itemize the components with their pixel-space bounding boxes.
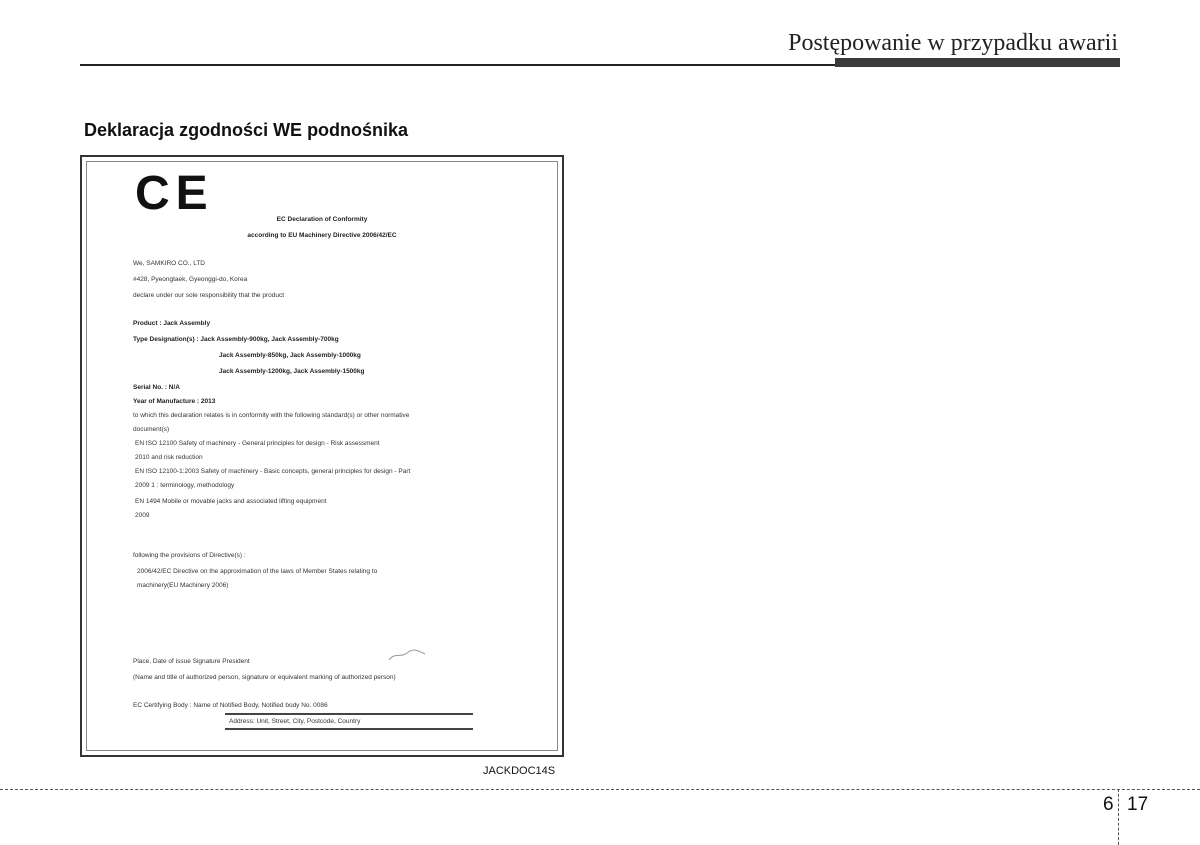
page-header-title: Postępowanie w przypadku awarii [788,30,1118,56]
doc-line: to which this declaration relates is in conformity with the following standard(s) or other normative [133,412,410,419]
ce-mark-logo: CE [135,167,214,220]
doc-line: 2006/42/EC Directive on the approximation of the laws of Member States relating to [137,568,378,575]
doc-line: 2009 [135,512,150,519]
doc-line: EC Certifying Body : Name of Notified Body, Notified body No. 0086 [133,702,328,709]
doc-line: EN ISO 12100 Safety of machinery - General principles for design - Risk assessment [135,440,380,447]
doc-line: Year of Manufacture : 2013 [133,398,216,405]
doc-title-line1: EC Declaration of Conformity [276,216,368,223]
doc-line: EN ISO 12100-1:2003 Safety of machinery - Basic concepts, general principles for design - Part [135,468,411,475]
doc-line: Product : Jack Assembly [133,320,211,327]
doc-line: Jack Assembly-1200kg, Jack Assembly-1500kg [219,368,365,375]
doc-line: (Name and title of authorized person, signature or equivalent marking of authorized person) [133,674,396,681]
doc-line: following the provisions of Directive(s) : [133,552,246,559]
doc-line: Place, Date of issue Signature President [133,658,250,665]
doc-line: Serial No. : N/A [133,384,180,391]
section-heading: Deklaracja zgodności WE podnośnika [84,120,409,140]
footer-dashed-line [0,789,1200,790]
doc-line: #428, Pyeongtaek, Gyeonggi-do, Korea [133,276,248,283]
page-number: 17 [1127,794,1149,815]
doc-line: document(s) [133,426,170,433]
doc-line: Jack Assembly-850kg, Jack Assembly-1000kg [219,352,361,359]
figure-caption: JACKDOC14S [483,765,556,777]
doc-line: 2010 and risk reduction [135,454,203,461]
chapter-number: 6 [1103,794,1114,815]
doc-line: Address: Unit, Street, City, Postcode, Country [229,718,361,725]
doc-title-line2: according to EU Machinery Directive 2006/42/EC [247,232,397,239]
header-accent-bar [835,58,1120,67]
doc-line: machinery(EU Machinery 2006) [137,582,229,589]
footer-dashed-divider [1118,789,1119,845]
certifying-body-rule [225,713,473,715]
doc-line: declare under our sole responsibility that the product [133,292,285,299]
signature-scribble [387,648,427,662]
doc-line: Type Designation(s) : Jack Assembly-900kg, Jack Assembly-700kg [133,336,339,343]
doc-line: 2009 1 : terminology, methodology [135,482,235,489]
doc-line: We, SAMKIRO CO., LTD [133,260,205,267]
doc-line: EN 1494 Mobile or movable jacks and associated lifting equipment [135,498,327,505]
document-inner-border [86,161,558,751]
declaration-document-image [80,155,564,757]
certifying-body-rule [225,728,473,730]
